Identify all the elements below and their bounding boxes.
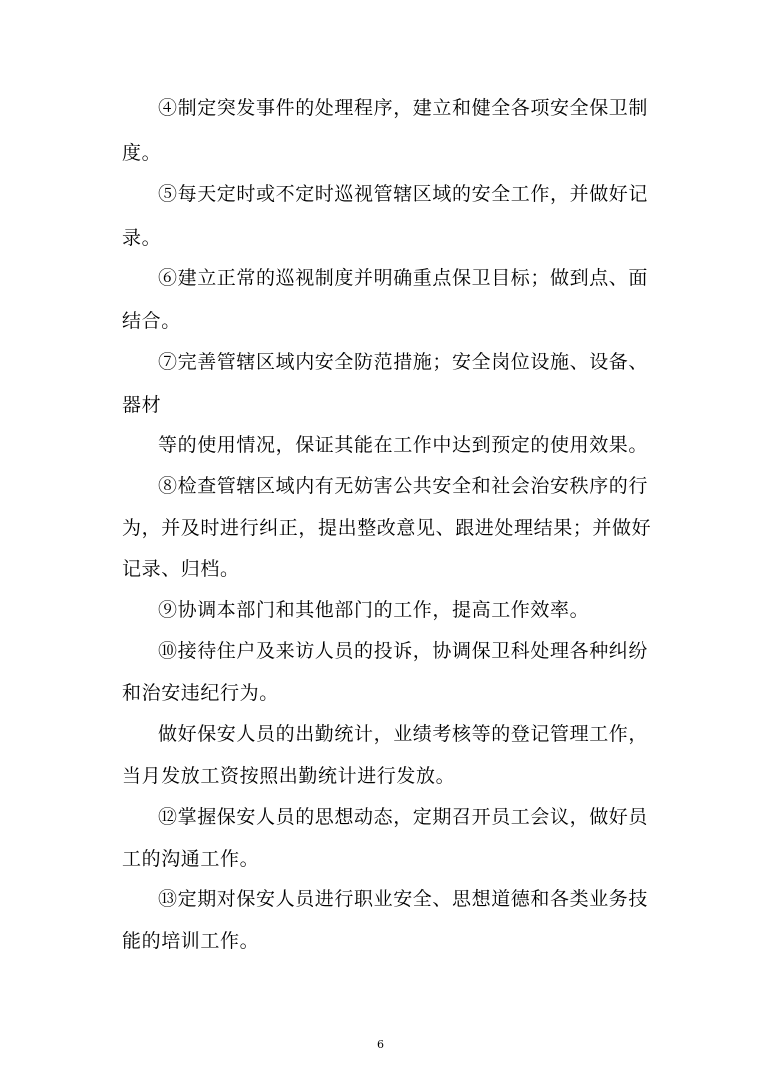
text-line: ⑤每天定时或不定时巡视管辖区域的安全工作，并做好记: [158, 183, 649, 205]
text-line: 等的使用情况，保证其能在工作中达到预定的使用效果。: [158, 434, 649, 456]
text-line: ④制定突发事件的处理程序，建立和健全各项安全保卫制: [158, 97, 649, 119]
text-line: 和治安违纪行为。: [122, 682, 279, 704]
text-line: ⑧检查管辖区域内有无妨害公共安全和社会治安秩序的行: [158, 475, 649, 497]
text-line: ⑫掌握保安人员的思想动态，定期召开员工会议，做好员: [158, 806, 649, 828]
text-line: 度。: [122, 142, 162, 164]
text-line: ⑦完善管辖区域内安全防范措施；安全岗位设施、设备、: [158, 351, 649, 373]
text-line: 工的沟通工作。: [122, 848, 260, 870]
text-line: 做好保安人员的出勤统计，业绩考核等的登记管理工作，: [158, 723, 649, 745]
text-line: 录。: [122, 227, 162, 249]
text-line: 结合。: [122, 310, 181, 332]
text-line: 当月发放工资按照出勤统计进行发放。: [122, 765, 456, 787]
text-line: ⑥建立正常的巡视制度并明确重点保卫目标；做到点、面: [158, 267, 649, 289]
text-line: 能的培训工作。: [122, 930, 260, 952]
text-line: ⑩接待住户及来访人员的投诉，协调保卫科处理各种纠纷: [158, 640, 649, 662]
text-line: 器材: [122, 394, 162, 416]
text-line: ⑨协调本部门和其他部门的工作，提高工作效率。: [158, 599, 590, 621]
page-number: 6: [377, 1038, 384, 1051]
text-line: 为，并及时进行纠正，提出整改意见、跟进处理结果；并做好: [122, 517, 652, 539]
text-line: 记录、归档。: [122, 558, 240, 580]
text-line: ⑬定期对保安人员进行职业安全、思想道德和各类业务技: [158, 888, 649, 910]
